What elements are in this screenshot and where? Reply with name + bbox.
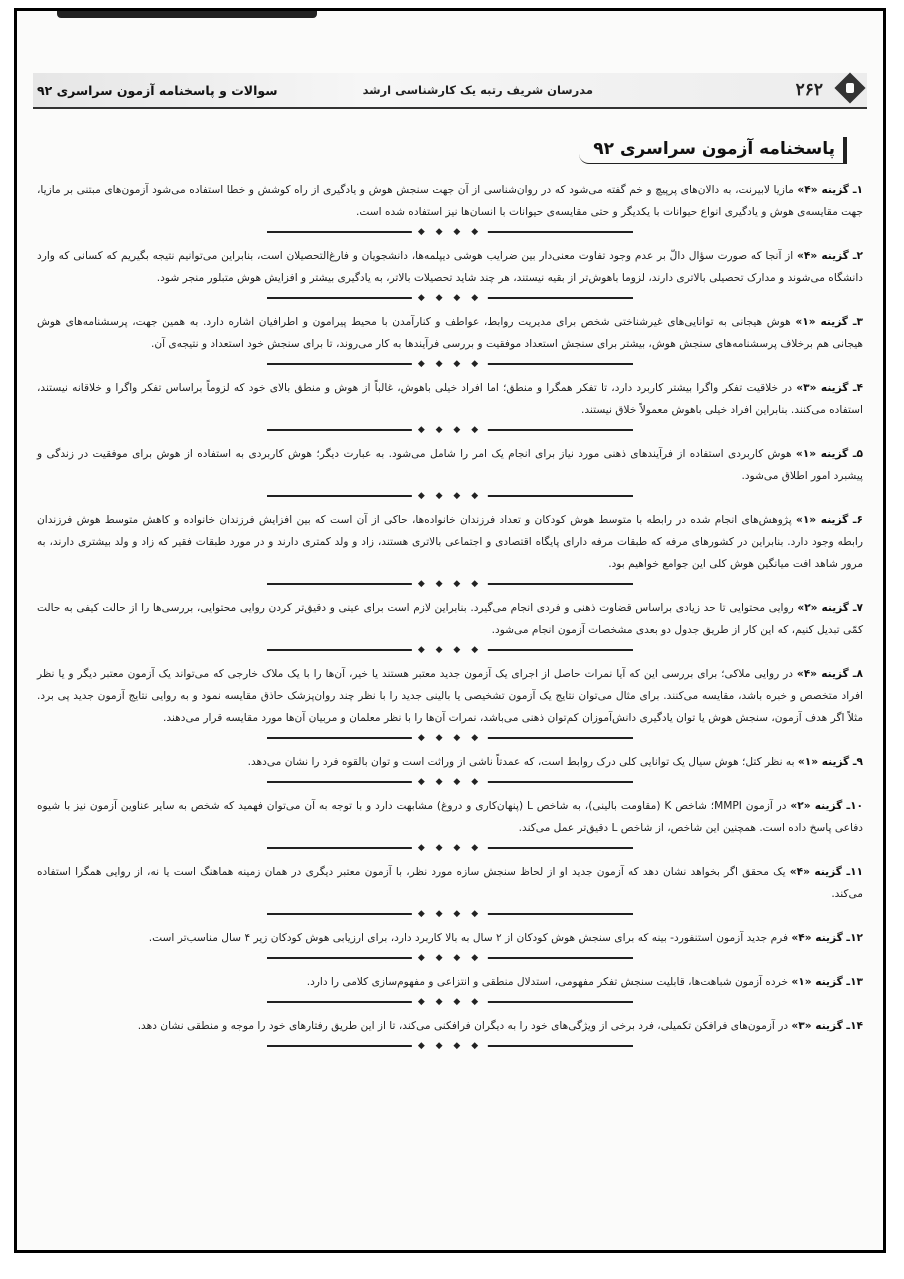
answer-separator xyxy=(37,291,863,305)
separator-diamonds-icon: ◆ ◆ ◆ ◆ xyxy=(412,907,488,921)
answer-label: ۱۳ـ گزینه «۱» xyxy=(791,976,863,988)
answer-label: ۷ـ گزینه «۲» xyxy=(797,602,863,614)
separator-diamonds-icon: ◆ ◆ ◆ ◆ xyxy=(412,577,488,591)
publisher-logo-icon xyxy=(829,75,863,105)
separator-diamonds-icon: ◆ ◆ ◆ ◆ xyxy=(412,841,488,855)
answer-text: در آزمون MMPI؛ شاخص K (مقاومت بالینی)، به شاخص L (پنهان‌کاری و دروغ) مشابهت دارد و با توجه به آن می‌توان فهمید که شخص به سایر عناوین آزمون نیز با شیوه دفاعی پاسخ داده است. همچنین این شاخص، از شاخص L دقیق‌تر عمل می‌کند. xyxy=(37,800,863,834)
separator-diamonds-icon: ◆ ◆ ◆ ◆ xyxy=(412,995,488,1009)
page-header xyxy=(33,73,867,109)
separator-diamonds-icon: ◆ ◆ ◆ ◆ xyxy=(412,951,488,965)
answer-separator xyxy=(37,907,863,921)
separator-diamonds-icon: ◆ ◆ ◆ ◆ xyxy=(412,775,488,789)
answer-separator xyxy=(37,775,863,789)
answer-text: هوش هیجانی به توانایی‌های غیرشناختی شخص برای مدیریت روابط، عواطف و کنارآمدن با محیط پیرامون و اطرافیان اشاره دارد. به همین جهت، پرسشنامه‌های هوش هیجانی هم برخلاف پرسشنامه‌های سنجش هوش، بیشتر برای سنجش استعداد موفقیت و بررسی فرآیندها به کار می‌روند، تا برای سنجش خود استعداد و نتیجه‌ی آن. xyxy=(37,316,863,350)
answer-item xyxy=(37,179,863,223)
answer-separator xyxy=(37,643,863,657)
separator-diamonds-icon: ◆ ◆ ◆ ◆ xyxy=(412,731,488,745)
separator-diamonds-icon: ◆ ◆ ◆ ◆ xyxy=(412,225,488,239)
separator-diamonds-icon: ◆ ◆ ◆ ◆ xyxy=(412,643,488,657)
separator-diamonds-icon: ◆ ◆ ◆ ◆ xyxy=(412,357,488,371)
answer-label: ۲ـ گزینه «۴» xyxy=(797,250,863,262)
answer-item xyxy=(37,795,863,839)
answer-separator xyxy=(37,1039,863,1053)
answer-separator xyxy=(37,951,863,965)
answer-item xyxy=(37,443,863,487)
answer-separator xyxy=(37,577,863,591)
answer-item xyxy=(37,597,863,641)
answer-text: به نظر کتل؛ هوش سیال یک توانایی کلی درک روابط است، که عمدتاً ناشی از وراثت است و توان بالقوه فرد را نشان می‌دهد. xyxy=(247,756,798,768)
answer-label: ۹ـ گزینه «۱» xyxy=(797,756,863,768)
answer-text: مازیا لابیرنت، به دالان‌های پرپیچ و خم گفته می‌شود که در روان‌شناسی از آن جهت سنجش هوش و یادگیری از راه کوشش و خطا استفاده می‌شود آزمون‌های مبتنی بر مازیا، جهت مقایسه‌ی هوش و یادگیری انواع حیوانات با یکدیگر و حتی مقایسه‌ی حیوانات با انسان‌ها نیز استفاده شده است. xyxy=(37,184,863,218)
section-title: پاسخنامه آزمون سراسری ۹۲ xyxy=(579,137,847,164)
answer-separator xyxy=(37,731,863,745)
answer-label: ۱ـ گزینه «۴» xyxy=(797,184,863,196)
document-page xyxy=(14,8,886,1253)
scan-edge xyxy=(57,11,317,18)
answer-text: در روایی ملاکی؛ برای بررسی این که آیا نمرات حاصل از اجرای یک آزمون جدید معتبر هستند یا خیر، آن‌ها را با یک ملاک خارجی که می‌تواند یک آزمون معتبر دیگر و یا نظر افراد متخصص و خبره باشد، مقایسه می‌کنند. برای مثال می‌توان نتایج یک آزمون تشخیصی یا بالینی جدید را با نظر چند روان‌پزشک حاذق مقایسه نمود و به روایی نتایج آزمون جدید پی برد. مثلاً اگر هدف آزمون، سنجش هوش یا توان یادگیری دانش‌آموزان کم‌توان ذهنی می‌باشد، نمرات آن‌ها را با نظر معلمان و مربیان آن‌ها مورد مقایسه قرار می‌دهند. xyxy=(37,668,863,724)
answer-text: در خلاقیت تفکر واگرا بیشتر کاربرد دارد، تا تفکر همگرا و منطق؛ اما افراد خیلی باهوش، غالباً از هوش و منطق بالای خود که لزوماً براساس تفکر واگرا و خلاقانه نیستند، استفاده می‌کنند. بنابراین افراد خیلی باهوش معمولاً خلاق نیستند. xyxy=(37,382,863,416)
answer-label: ۳ـ گزینه «۱» xyxy=(795,316,864,328)
answer-separator xyxy=(37,357,863,371)
separator-diamonds-icon: ◆ ◆ ◆ ◆ xyxy=(412,489,488,503)
answer-text: هوش کاربردی استفاده از فرآیندهای ذهنی مورد نیاز برای انجام یک امر را شامل می‌شود. به عبارت دیگر؛ هوش کاربردی به استفاده از هوش برای موفقیت در زندگی و پیشبرد امور اطلاق می‌شود. xyxy=(37,448,863,482)
answer-item xyxy=(37,377,863,421)
answer-label: ۱۲ـ گزینه «۴» xyxy=(791,932,863,944)
separator-diamonds-icon: ◆ ◆ ◆ ◆ xyxy=(412,291,488,305)
answer-text: روایی محتوایی تا حد زیادی براساس قضاوت ذهنی و فردی انجام می‌گیرد. بنابراین لازم است برای عینی و دقیق‌تر کردن روایی محتوایی، بررسی‌ها را از حالت کیفی به حالت کمّی تبدیل کنیم، که این کار از طریق جدول دو بعدی مشخصات آزمون انجام می‌شود. xyxy=(37,602,863,636)
answer-text: فرم جدید آزمون استنفورد- بینه که برای سنجش هوش کودکان از ۲ سال به بالا کاربرد دارد، برای ارزیابی هوش کودکان زیر ۴ سال مناسب‌تر است. xyxy=(148,932,792,944)
answer-text: خرده آزمون شباهت‌ها، قابلیت سنجش تفکر مفهومی، استدلال منطقی و انتزاعی و مفهوم‌سازی کلامی را دارد. xyxy=(306,976,792,988)
answer-label: ۵ـ گزینه «۱» xyxy=(795,448,863,460)
running-title: سوالات و پاسخنامه آزمون سراسری ۹۲ xyxy=(37,82,278,98)
answer-item xyxy=(37,1015,863,1037)
answer-item xyxy=(37,663,863,729)
answer-item xyxy=(37,861,863,905)
answer-label: ۱۴ـ گزینه «۳» xyxy=(791,1020,863,1032)
answer-item xyxy=(37,927,863,949)
answer-text: پژوهش‌های انجام شده در رابطه با متوسط هوش کودکان و تعداد فرزندان خانواده‌ها، حاکی از آن است که بین افزایش فرزندان خانواده و کاهش متوسط هوش فرزندان رابطه وجود دارد. بنابراین در کشورهای مرفه که طبقات مرفه دارای پایگاه اقتصادی و اجتماعی بالاتری هستند، زاد و ولد کمتری دارند و در مورد طبقات فقیر که زاد و ولد بیشتری دارند، به مرور شاهد افت میانگین هوش کلی این جوامع خواهیم بود. xyxy=(37,514,863,570)
publisher-name: مدرسان شریف رتبه یک کارشناسی ارشد xyxy=(362,83,593,97)
answer-label: ۸ـ گزینه «۴» xyxy=(796,668,863,680)
answer-item xyxy=(37,509,863,575)
answer-item xyxy=(37,751,863,773)
answer-separator xyxy=(37,423,863,437)
answer-label: ۱۰ـ گزینه «۲» xyxy=(790,800,864,812)
answer-separator xyxy=(37,489,863,503)
answer-list xyxy=(37,179,863,1059)
answer-item xyxy=(37,311,863,355)
answer-label: ۴ـ گزینه «۳» xyxy=(796,382,864,394)
answer-label: ۱۱ـ گزینه «۴» xyxy=(789,866,863,878)
answer-text: از آنجا که صورت سؤال دالّ بر عدم وجود تفاوت معنی‌دار بین ضرایب هوشی دیپلمه‌ها، دانشجویان و فارغ‌التحصیلان است، بنابراین می‌توانیم نتیجه بگیریم که کسانی که وارد دانشگاه می‌شوند و مدارک تحصیلی بالاتری دارند، لزوما باهوش‌تر از بقیه نیستند، هر چند شاید تحصیلات بالاتر، به یادگیری بیشتر و افزایش هوش متبلور منجر شود. xyxy=(37,250,863,284)
answer-item xyxy=(37,245,863,289)
page-number: ۲۶۲ xyxy=(795,80,823,100)
answer-text: یک محقق اگر بخواهد نشان دهد که آزمون جدید او از لحاظ سنجش سازه مورد نظر، با آزمون معتبر دیگری در همان زمینه هماهنگ است یا نه، از روایی همگرا استفاده می‌کند. xyxy=(37,866,863,900)
answer-label: ۶ـ گزینه «۱» xyxy=(795,514,863,526)
answer-separator xyxy=(37,225,863,239)
answer-text: در آزمون‌های فرافکن تکمیلی، فرد برخی از ویژگی‌های خود را به دیگران فرافکنی می‌کند، تا از این طریق رفتارهای خود را موجه و منطقی نشان دهد. xyxy=(137,1020,792,1032)
answer-separator xyxy=(37,995,863,1009)
answer-separator xyxy=(37,841,863,855)
separator-diamonds-icon: ◆ ◆ ◆ ◆ xyxy=(412,423,488,437)
answer-item xyxy=(37,971,863,993)
separator-diamonds-icon: ◆ ◆ ◆ ◆ xyxy=(412,1039,488,1053)
